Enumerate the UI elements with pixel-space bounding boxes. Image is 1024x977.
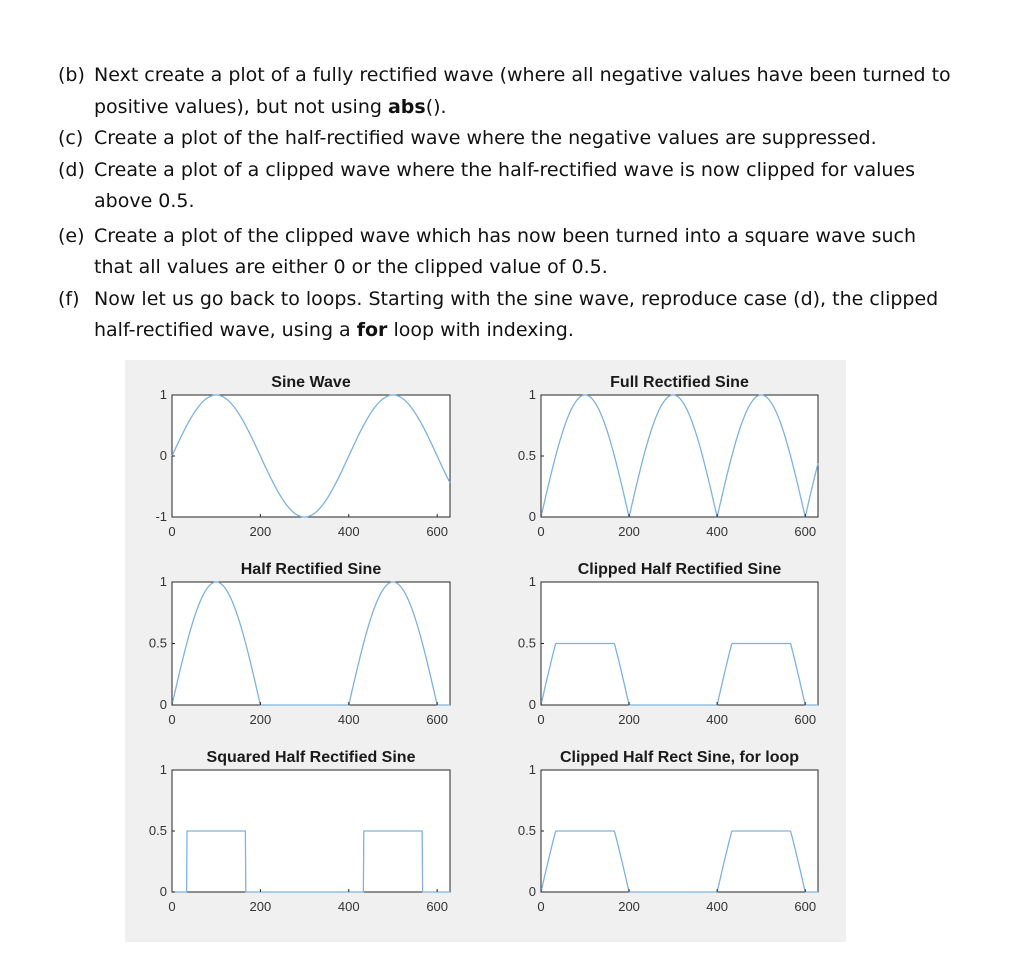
x-tick-label: 0 xyxy=(168,524,176,539)
question-f xyxy=(58,284,958,347)
y-tick-label: 0.5 xyxy=(517,635,536,651)
x-tick-label: 200 xyxy=(618,524,640,539)
question-text: Create a plot of the half-rectified wave where the negative values are suppressed. xyxy=(94,127,877,149)
x-tick-label: 600 xyxy=(794,899,817,914)
x-tick-label: 200 xyxy=(618,712,640,727)
subplot-sine-wave xyxy=(155,374,450,539)
question-label: (e) xyxy=(58,224,85,247)
subplot-clipped-half-rect-sine-for-loop xyxy=(518,749,818,914)
y-tick-label: 1 xyxy=(528,387,536,402)
code-abs: abs xyxy=(387,95,426,118)
y-tick-label: 0.5 xyxy=(517,823,536,838)
question-c xyxy=(58,123,958,155)
x-tick-label: 600 xyxy=(426,899,449,914)
y-tick-label: 0.5 xyxy=(517,448,536,463)
x-tick-label: 200 xyxy=(249,712,272,727)
question-text: Create a plot of the clipped wave which has now been turned into a square wave such that all values are either 0 or the clipped value of 0.5. xyxy=(94,224,917,278)
question-label: (d) xyxy=(58,158,85,181)
y-tick-label: 0 xyxy=(159,884,167,899)
x-tick-label: 400 xyxy=(337,712,360,727)
y-tick-label: -1 xyxy=(155,509,167,524)
x-tick-label: 200 xyxy=(249,524,272,539)
x-tick-label: 600 xyxy=(426,712,449,727)
subplot-full-rectified-sine xyxy=(518,374,818,539)
subplot-half-rectified-sine xyxy=(149,561,450,727)
x-tick-label: 0 xyxy=(537,524,545,539)
question-b xyxy=(58,60,958,123)
x-tick-label: 400 xyxy=(706,524,729,539)
plot-title: Clipped Half Rectified Sine xyxy=(577,561,782,578)
question-e xyxy=(58,221,958,284)
y-tick-label: 0.5 xyxy=(148,635,167,651)
x-tick-label: 400 xyxy=(706,899,729,914)
x-tick-label: 200 xyxy=(249,899,272,914)
plot-title: Squared Half Rectified Sine xyxy=(206,749,416,766)
subplot-squared-half-rectified-sine xyxy=(149,749,450,914)
x-tick-label: 0 xyxy=(537,712,545,727)
x-tick-label: 0 xyxy=(168,899,176,914)
plot-area xyxy=(172,395,450,517)
question-text: Create a plot of a clipped wave where the half-rectified wave is now clipped for values above 0.5. xyxy=(94,158,916,212)
y-tick-label: 0 xyxy=(528,697,536,712)
question-text: Now let us go back to loops. Starting with the sine wave, reproduce case (d), the clipped half-rectified wave, using a for loop with indexing. xyxy=(94,287,939,341)
question-label: (b) xyxy=(58,64,85,86)
plot-title: Full Rectified Sine xyxy=(610,374,749,391)
question-d xyxy=(58,155,958,218)
y-tick-label: 1 xyxy=(528,574,536,589)
x-tick-label: 600 xyxy=(426,524,449,539)
y-tick-label: 1 xyxy=(159,762,167,777)
y-tick-label: 0 xyxy=(159,448,167,463)
question-label: (f) xyxy=(58,287,80,310)
x-tick-label: 400 xyxy=(706,712,729,727)
x-tick-label: 600 xyxy=(794,712,817,727)
y-tick-label: 1 xyxy=(528,762,536,777)
y-tick-label: 0 xyxy=(528,509,536,524)
code-for: for xyxy=(356,319,388,341)
x-tick-label: 200 xyxy=(618,899,640,914)
x-tick-label: 0 xyxy=(537,899,545,914)
question-label: (c) xyxy=(58,127,84,149)
subplot-clipped-half-rectified-sine xyxy=(518,561,818,727)
y-tick-label: 1 xyxy=(159,387,167,402)
x-tick-label: 600 xyxy=(794,524,817,539)
subplot-grid xyxy=(125,360,846,942)
matlab-figure xyxy=(125,360,846,942)
question-text: Next create a plot of a fully rectified wave (where all negative values have been turned to positive values), but not using abs(). xyxy=(94,64,951,118)
plot-title: Sine Wave xyxy=(271,374,351,391)
plot-title: Clipped Half Rect Sine, for loop xyxy=(559,749,800,766)
x-tick-label: 400 xyxy=(337,899,360,914)
x-tick-label: 0 xyxy=(168,712,176,727)
plot-title: Half Rectified Sine xyxy=(240,561,382,578)
question-list xyxy=(58,60,958,347)
y-tick-label: 1 xyxy=(159,574,167,589)
y-tick-label: 0.5 xyxy=(148,823,167,838)
x-tick-label: 400 xyxy=(337,524,360,539)
y-tick-label: 0 xyxy=(159,697,167,712)
y-tick-label: 0 xyxy=(528,884,536,899)
